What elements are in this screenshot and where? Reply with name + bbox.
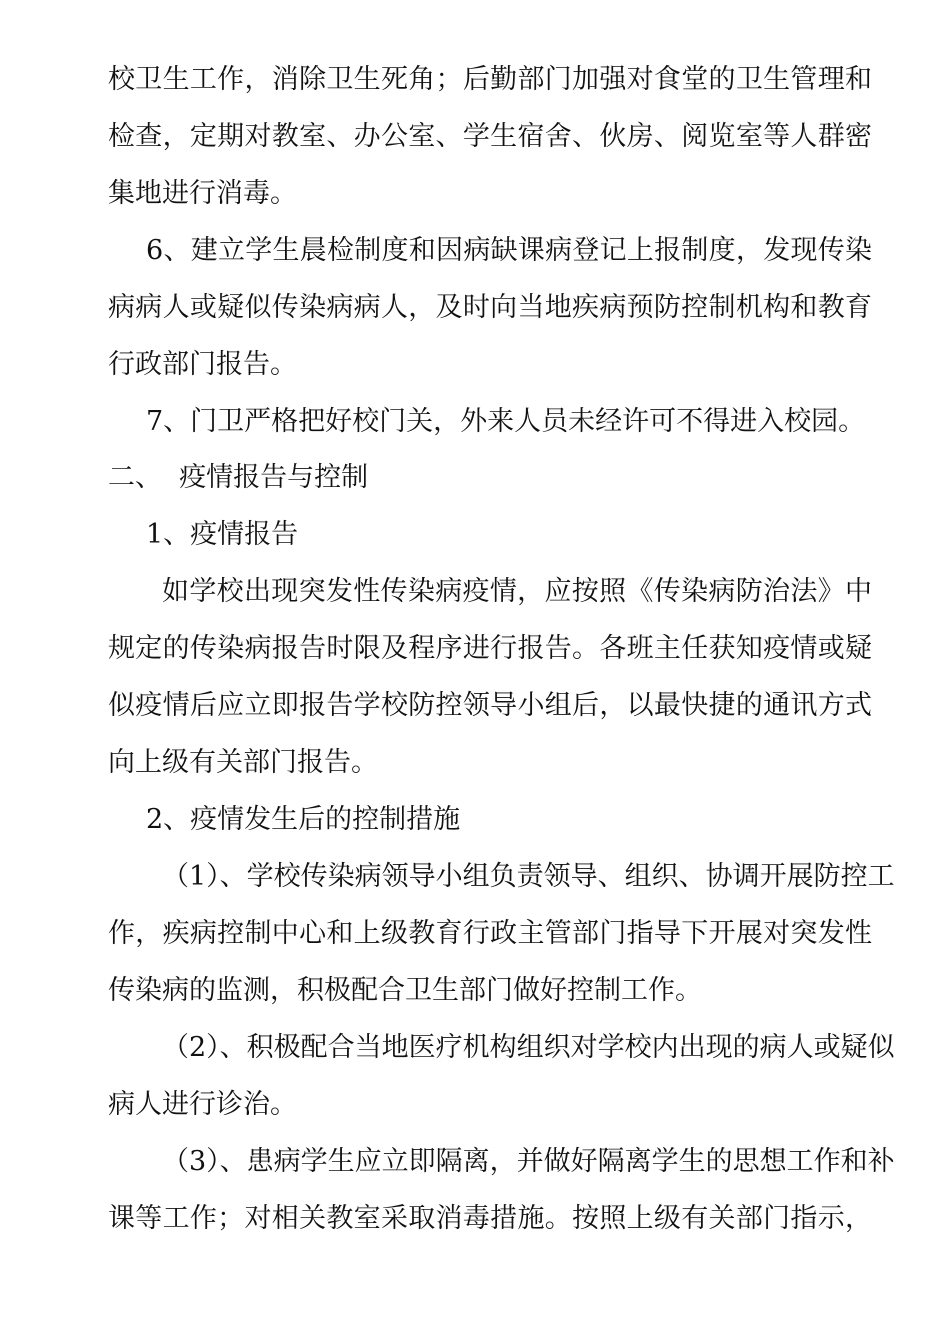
list-item-1: （1）、学校传染病领导小组负责领导、组织、协调开展防控工 — [162, 861, 895, 892]
text-line: 规定的传染病报告时限及程序进行报告。各班主任获知疫情或疑 — [108, 633, 872, 664]
list-item-6: 6、建立学生晨检制度和因病缺课病登记上报制度，发现传染 — [146, 235, 872, 266]
list-item-3: （3）、患病学生应立即隔离，并做好隔离学生的思想工作和补 — [162, 1146, 895, 1177]
text-line: 检查，定期对教室、办公室、学生宿舍、伙房、阅览室等人群密 — [108, 121, 872, 152]
text-line: 课等工作；对相关教室采取消毒措施。按照上级有关部门指示， — [108, 1203, 872, 1234]
text-line: 向上级有关部门报告。 — [108, 747, 378, 778]
subsection-heading: 1、疫情报告 — [146, 519, 299, 550]
list-item-2: （2）、积极配合当地医疗机构组织对学校内出现的病人或疑似 — [162, 1032, 895, 1063]
text-line: 似疫情后应立即报告学校防控领导小组后，以最快捷的通讯方式 — [108, 690, 872, 721]
text-line: 病人进行诊治。 — [108, 1089, 297, 1120]
text-line: 行政部门报告。 — [108, 349, 297, 380]
section-heading: 二、 疫情报告与控制 — [108, 462, 369, 493]
text-line: 校卫生工作，消除卫生死角；后勤部门加强对食堂的卫生管理和 — [108, 64, 872, 95]
text-line: 传染病的监测，积极配合卫生部门做好控制工作。 — [108, 975, 702, 1006]
text-line: 如学校出现突发性传染病疫情，应按照《传染病防治法》中 — [162, 576, 872, 607]
text-line: 作，疾病控制中心和上级教育行政主管部门指导下开展对突发性 — [108, 918, 872, 949]
text-line: 病病人或疑似传染病病人，及时向当地疾病预防控制机构和教育 — [108, 292, 872, 323]
list-item-7: 7、门卫严格把好校门关，外来人员未经许可不得进入校园。 — [146, 406, 866, 437]
subsection-heading: 2、疫情发生后的控制措施 — [146, 804, 461, 835]
text-line: 集地进行消毒。 — [108, 178, 297, 209]
